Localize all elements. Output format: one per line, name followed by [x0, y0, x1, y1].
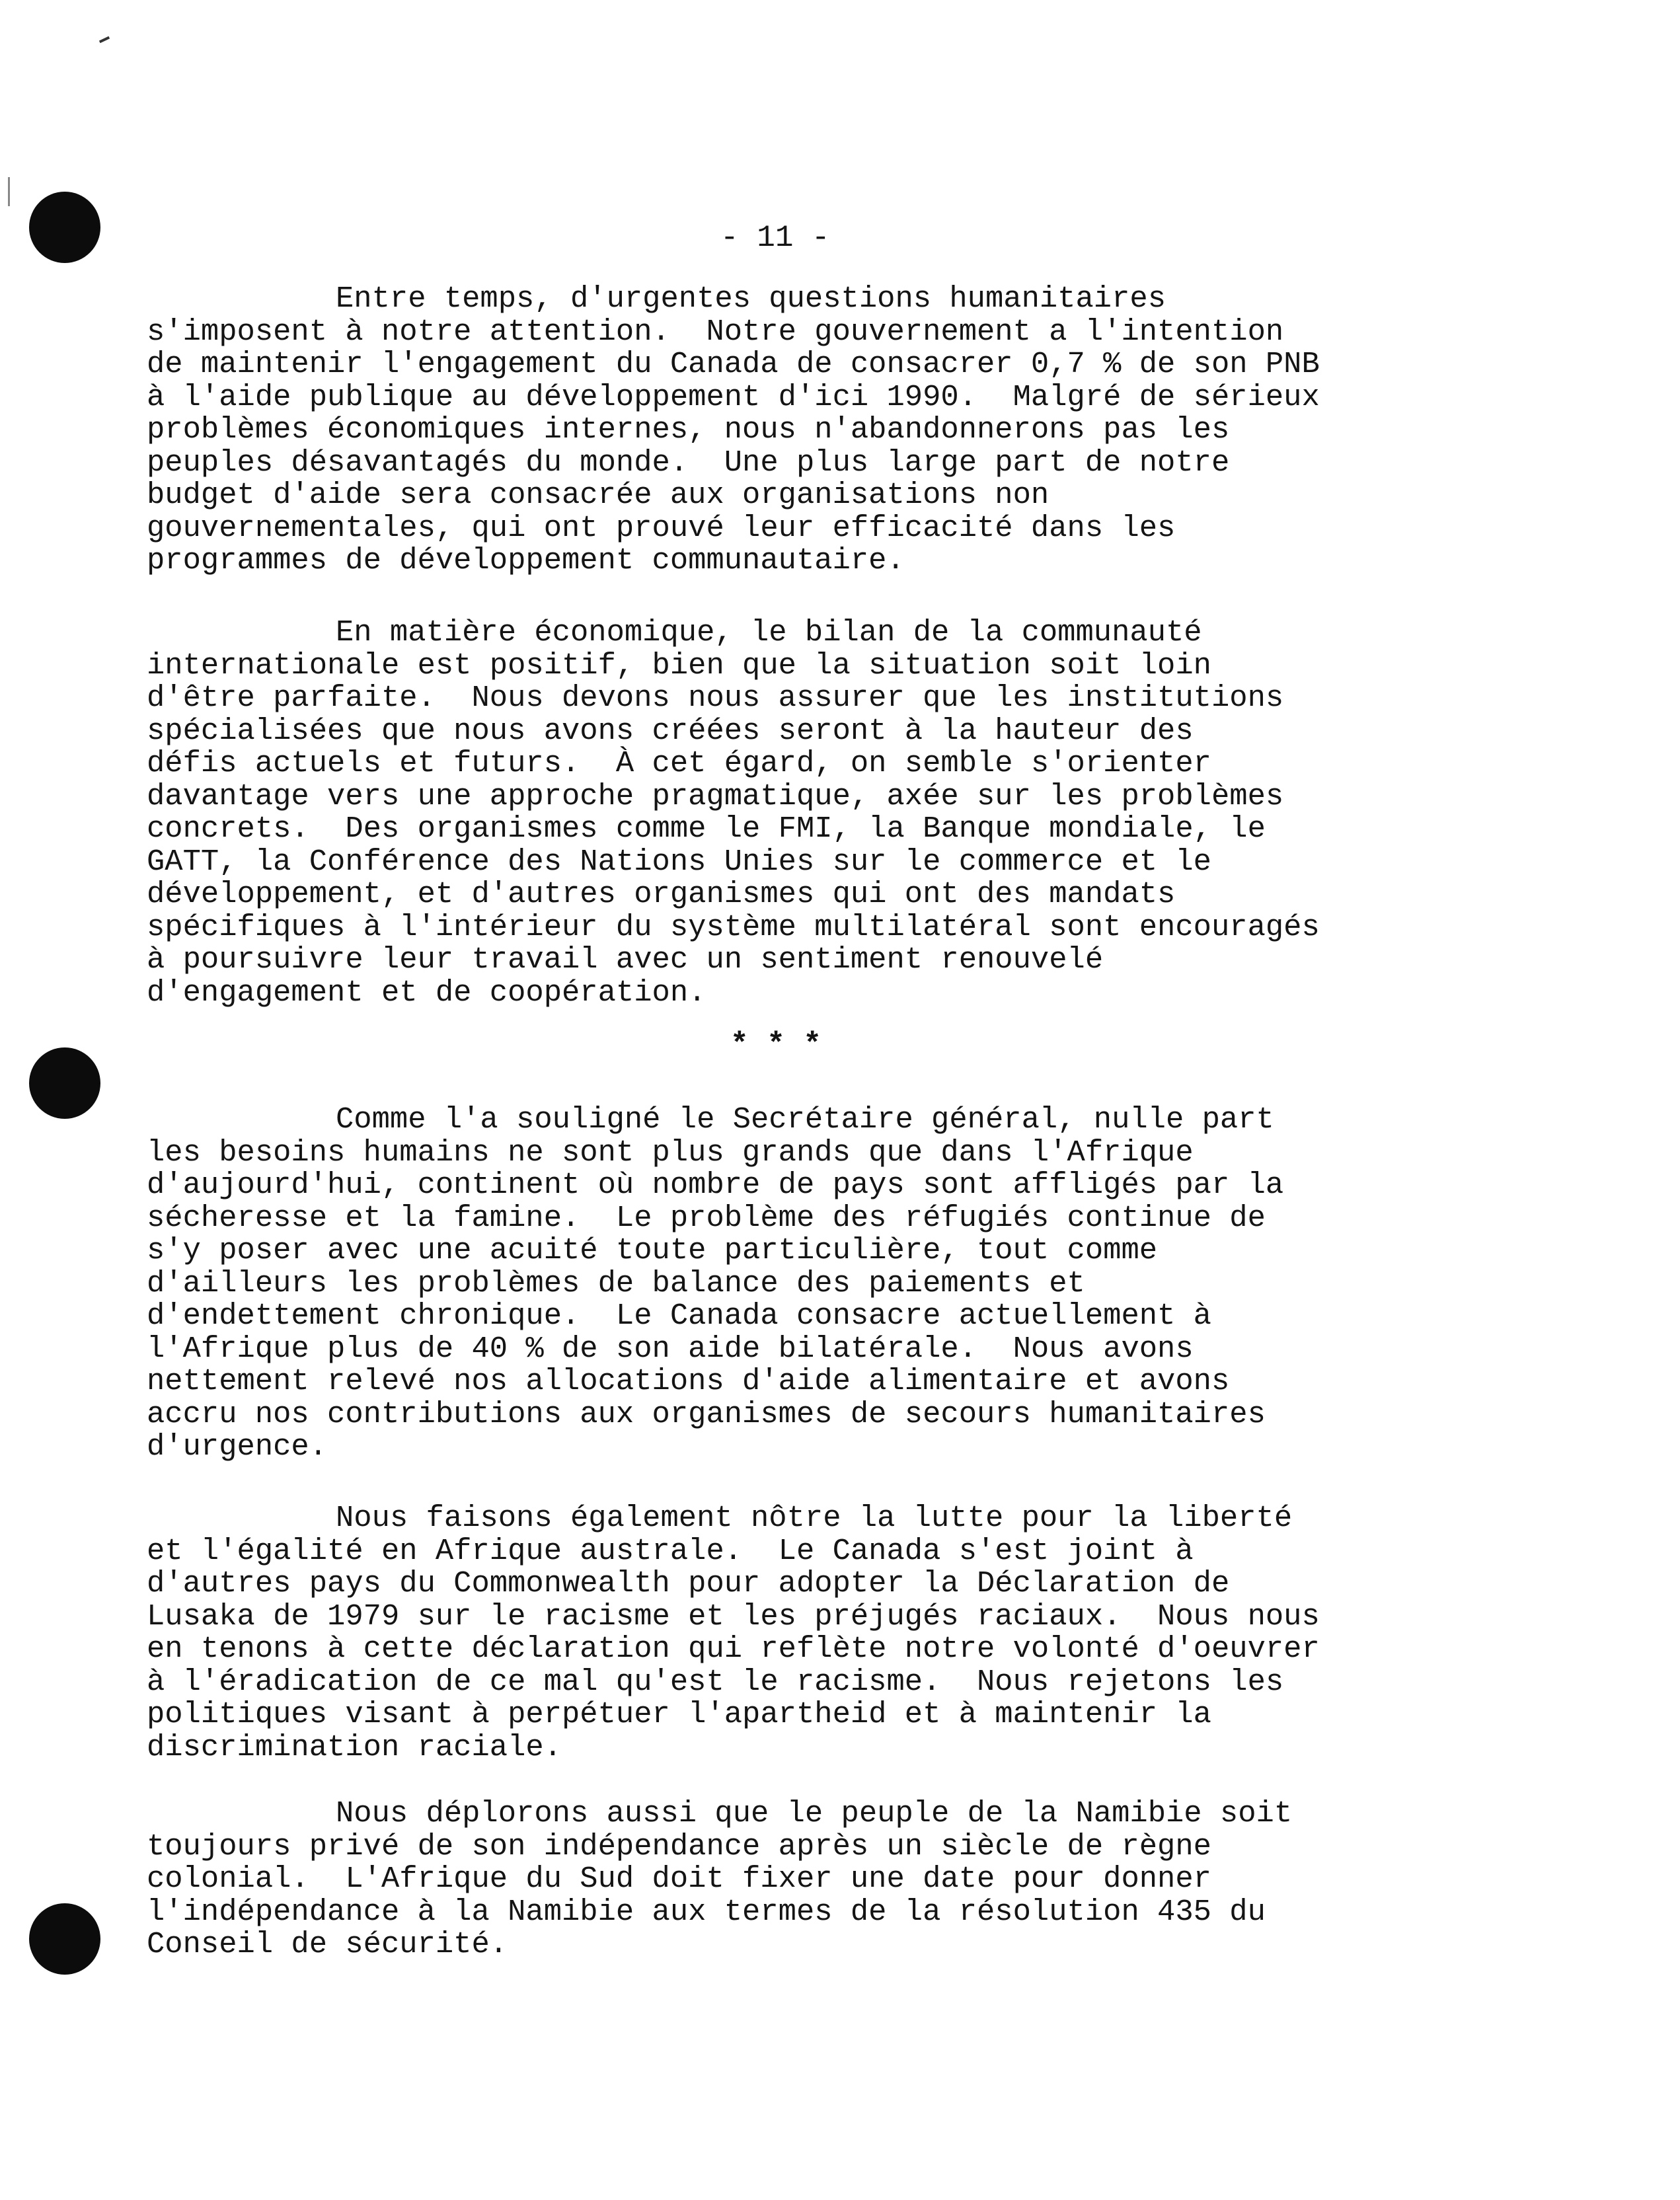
text-line: développement, et d'autres organismes qui ont des mandats [147, 877, 1176, 911]
text-line: de maintenir l'engagement du Canada de consacrer 0,7 % de son PNB [147, 347, 1320, 381]
text-line: gouvernementales, qui ont prouvé leur efficacité dans les [147, 510, 1176, 545]
text-line: programmes de développement communautaire. [147, 543, 905, 578]
text-line: concrets. Des organismes comme le FMI, la Banque mondiale, le [147, 812, 1266, 846]
text-line: s'imposent à notre attention. Notre gouvernement a l'intention [147, 314, 1284, 349]
text-line: d'aujourd'hui, continent où nombre de pays sont affligés par la [147, 1168, 1284, 1202]
text-line: internationale est positif, bien que la situation soit loin [147, 648, 1211, 683]
text-line: sécheresse et la famine. Le problème des réfugiés continue de [147, 1200, 1266, 1235]
text-line: les besoins humains ne sont plus grands que dans l'Afrique [147, 1135, 1194, 1170]
scan-mark-edge [8, 177, 10, 206]
text-line: à l'aide publique au développement d'ici 1990. Malgré de sérieux [147, 379, 1320, 414]
text-line: accru nos contributions aux organismes de secours humanitaires [147, 1396, 1266, 1431]
text-line: Lusaka de 1979 sur le racisme et les préjugés raciaux. Nous nous [147, 1599, 1320, 1634]
text-line: l'indépendance à la Namibie aux termes de la résolution 435 du [147, 1894, 1266, 1929]
text-line: défis actuels et futurs. À cet égard, on semble s'orienter [147, 746, 1211, 780]
text-line: peuples désavantagés du monde. Une plus large part de notre [147, 445, 1230, 480]
text-line: En matière économique, le bilan de la communauté [336, 615, 1202, 650]
scan-mark [99, 36, 110, 43]
text-line: Comme l'a souligné le Secrétaire général, nulle part [336, 1102, 1274, 1137]
text-line: d'autres pays du Commonwealth pour adopter la Déclaration de [147, 1566, 1230, 1601]
text-line: Nous déplorons aussi que le peuple de la Namibie soit [336, 1796, 1293, 1831]
text-line: Nous faisons également nôtre la lutte pour la liberté [336, 1501, 1293, 1535]
text-line: spécifiques à l'intérieur du système multilatéral sont encouragés [147, 909, 1320, 944]
text-line: en tenons à cette déclaration qui reflète notre volonté d'oeuvrer [147, 1632, 1320, 1666]
text-line: d'endettement chronique. Le Canada consacre actuellement à [147, 1299, 1211, 1333]
text-line: discrimination raciale. [147, 1729, 562, 1764]
text-line: d'engagement et de coopération. [147, 975, 706, 1010]
text-line: d'urgence. [147, 1429, 328, 1464]
text-line: davantage vers une approche pragmatique, axée sur les problèmes [147, 778, 1284, 814]
text-line: toujours privé de son indépendance après un siècle de règne [147, 1829, 1211, 1864]
text-line: à poursuivre leur travail avec un sentiment renouvelé [147, 942, 1104, 977]
text-line: s'y poser avec une acuité toute particulière, tout comme [147, 1233, 1158, 1268]
text-line: GATT, la Conférence des Nations Unies sur le commerce et le [147, 844, 1211, 879]
text-line: nettement relevé nos allocations d'aide alimentaire et avons [147, 1364, 1230, 1398]
text-line: Conseil de sécurité. [147, 1927, 508, 1961]
text-line: budget d'aide sera consacrée aux organisations non [147, 478, 1050, 512]
punch-hole-middle [29, 1047, 100, 1119]
text-line: et l'égalité en Afrique australe. Le Canada s'est joint à [147, 1533, 1194, 1568]
text-line: Entre temps, d'urgentes questions humanitaires [336, 282, 1166, 316]
text-line: problèmes économiques internes, nous n'abandonnerons pas les [147, 412, 1230, 447]
punch-hole-bottom [29, 1903, 100, 1975]
text-line: d'ailleurs les problèmes de balance des paiements et [147, 1266, 1085, 1301]
text-line: colonial. L'Afrique du Sud doit fixer une date pour donner [147, 1862, 1211, 1896]
page-number: - 11 - [720, 221, 830, 255]
punch-hole-top [29, 192, 100, 263]
text-line: politiques visant à perpétuer l'apartheid et à maintenir la [147, 1697, 1211, 1731]
text-line: spécialisées que nous avons créées seront à la hauteur des [147, 713, 1194, 748]
section-separator: * * * [730, 1028, 822, 1062]
text-line: à l'éradication de ce mal qu'est le racisme. Nous rejetons les [147, 1664, 1284, 1699]
text-line: l'Afrique plus de 40 % de son aide bilatérale. Nous avons [147, 1331, 1194, 1366]
text-line: d'être parfaite. Nous devons nous assurer que les institutions [147, 681, 1284, 715]
